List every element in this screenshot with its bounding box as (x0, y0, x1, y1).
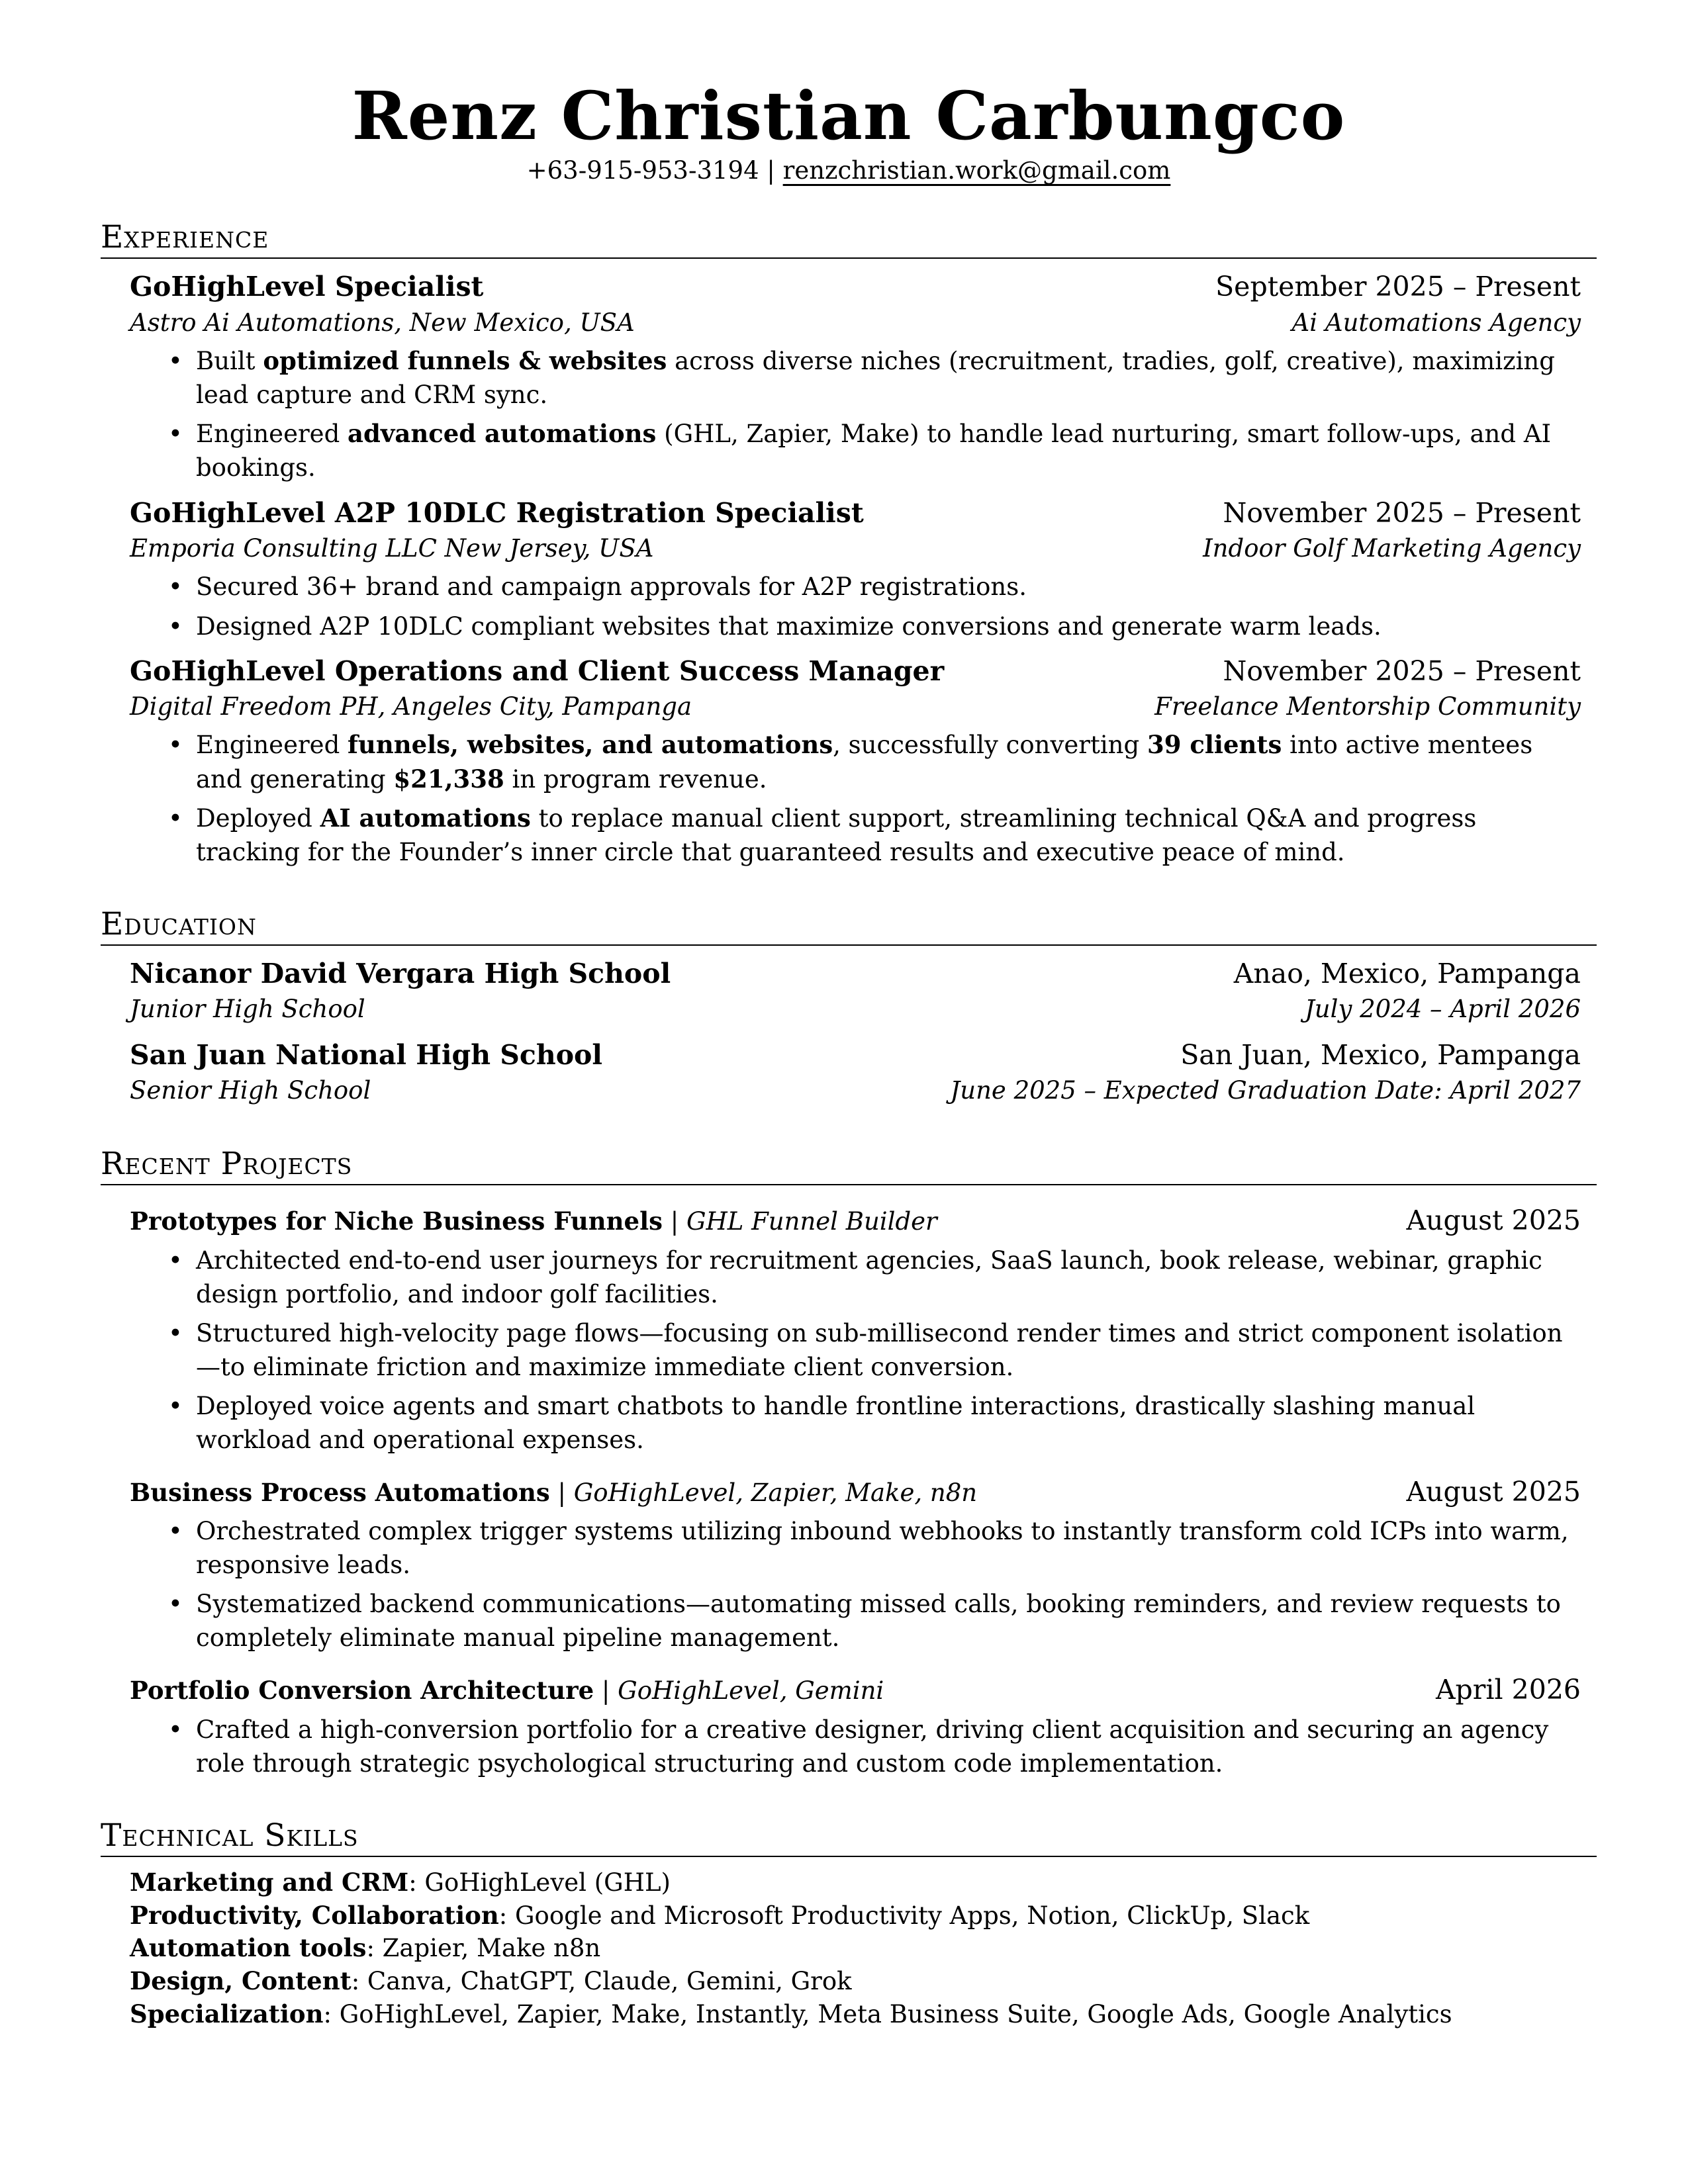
skill-row (130, 1998, 1597, 2031)
bullet-item (130, 344, 1581, 412)
bullet-text: Designed A2P 10DLC compliant websites that maximize conversions and generate warm leads. (196, 612, 1382, 641)
bullet-text: Built (196, 347, 263, 376)
project-separator: | (601, 1676, 610, 1706)
job-title: GoHighLevel Operations and Client Success Manager (130, 655, 945, 687)
project-separator: | (670, 1207, 679, 1236)
job-dates: September 2025 – Present (1215, 271, 1581, 303)
job-type: Indoor Golf Marketing Agency (1203, 533, 1581, 563)
bullet-item (130, 1244, 1581, 1311)
bullet-text: Deployed voice agents and smart chatbots to handle frontline interactions, drastically slashing manual workload and operational expenses. (196, 1391, 1476, 1454)
bullet-text: Architected end-to-end user journeys for recruitment agencies, SaaS launch, book release, webinar, graphic design portfolio, and indoor golf facilities. (196, 1246, 1542, 1308)
bullet-emphasis: $21,338 (393, 764, 504, 794)
experience-list (130, 269, 1581, 868)
section-title-projects: Recent Projects (101, 1146, 1597, 1185)
job-title: GoHighLevel Specialist (130, 271, 484, 303)
skill-label: Specialization (130, 1999, 324, 2028)
bullet-text: , successfully converting (833, 731, 1147, 760)
bullet-item (130, 1316, 1581, 1384)
education-item (130, 1038, 1581, 1109)
bullet-text: Engineered (196, 420, 348, 449)
skill-label: Productivity, Collaboration (130, 1900, 499, 1930)
section-title-experience: Experience (101, 219, 1597, 259)
bullet-item (130, 570, 1581, 604)
bullet-emphasis: funnels, websites, and automations (348, 730, 833, 760)
school-location: Anao, Mexico, Pampanga (1233, 958, 1581, 990)
bullet-emphasis: AI automations (320, 803, 531, 833)
school-level: Junior High School (130, 995, 365, 1024)
resume-page (101, 79, 1597, 2030)
bullet-text: Deployed (196, 803, 320, 833)
project-item (130, 1672, 1581, 1780)
experience-item (130, 496, 1581, 643)
job-dates: November 2025 – Present (1223, 655, 1581, 687)
bullet-text: Structured high-velocity page flows—focusing on sub-millisecond render times and strict component isolation—to eliminate friction and maximize immediate client conversion. (196, 1318, 1563, 1381)
project-item (130, 1474, 1581, 1655)
school-dates: June 2025 – Expected Graduation Date: April 2027 (950, 1076, 1581, 1105)
skill-row (130, 1932, 1597, 1965)
bullet-text: across diverse niches (recruitment, tradies, golf, creative), maximizing lead capture and CRM sync. (196, 347, 1555, 410)
bullet-emphasis: optimized funnels & websites (263, 346, 667, 376)
skill-label: Automation tools (130, 1933, 367, 1963)
bullet-item (130, 1713, 1581, 1780)
project-title: Business Process Automations (130, 1477, 550, 1507)
bullet-list (130, 570, 1581, 643)
experience-item (130, 269, 1581, 484)
school-location: San Juan, Mexico, Pampanga (1180, 1039, 1581, 1071)
bullet-list (130, 1514, 1581, 1655)
project-tech: GoHighLevel, Gemini (618, 1676, 884, 1706)
bullet-text: Crafted a high-conversion portfolio for a creative designer, driving client acquisition and securing an agency role through strategic psychological structuring and custom code implementation. (196, 1715, 1549, 1778)
job-company: Emporia Consulting LLC New Jersey, USA (130, 533, 654, 563)
job-type: Ai Automations Agency (1291, 308, 1581, 337)
bullet-item (130, 728, 1581, 796)
candidate-name: Renz Christian Carbungco (352, 77, 1346, 155)
project-title: Portfolio Conversion Architecture (130, 1676, 594, 1706)
bullet-list (130, 1713, 1581, 1780)
skill-value: : Canva, ChatGPT, Claude, Gemini, Grok (351, 1967, 852, 1996)
skill-value: : Zapier, Make n8n (366, 1934, 601, 1963)
bullet-text: Systematized backend communications—automating missed calls, booking reminders, and review requests to completely eliminate manual pipeline management. (196, 1590, 1561, 1653)
section-title-skills: Technical Skills (101, 1817, 1597, 1857)
bullet-text: Orchestrated complex trigger systems utilizing inbound webhooks to instantly transform cold ICPs into warm, responsive leads. (196, 1517, 1569, 1580)
skill-row (130, 1866, 1597, 1899)
job-title: GoHighLevel A2P 10DLC Registration Specialist (130, 496, 864, 529)
education-list (130, 956, 1581, 1109)
job-company: Digital Freedom PH, Angeles City, Pampanga (130, 692, 692, 721)
bullet-text: in program revenue. (504, 764, 767, 794)
school-name: San Juan National High School (130, 1039, 602, 1071)
project-tech: GoHighLevel, Zapier, Make, n8n (573, 1478, 978, 1507)
bullet-list (130, 728, 1581, 868)
bullet-text: Engineered (196, 731, 348, 760)
school-level: Senior High School (130, 1076, 371, 1105)
skill-label: Design, Content (130, 1966, 352, 1996)
skill-label: Marketing and CRM (130, 1868, 409, 1897)
school-name: Nicanor David Vergara High School (130, 958, 671, 990)
bullet-text: into active mentees and generating (196, 731, 1533, 794)
bullet-emphasis: 39 clients (1147, 730, 1282, 760)
school-dates: July 2024 – April 2026 (1304, 995, 1581, 1024)
project-list (130, 1203, 1581, 1780)
phone-number: +63-915-953-3194 (526, 156, 759, 185)
project-item (130, 1203, 1581, 1457)
bullet-list (130, 1244, 1581, 1457)
project-tech: GHL Funnel Builder (686, 1207, 937, 1236)
education-item (130, 956, 1581, 1027)
bullet-text: Secured 36+ brand and campaign approvals for A2P registrations. (196, 572, 1027, 602)
project-date: August 2025 (1406, 1205, 1581, 1237)
bullet-item (130, 1587, 1581, 1655)
bullet-item (130, 417, 1581, 484)
skill-row (130, 1899, 1597, 1933)
bullet-text: to replace manual client support, streamlining technical Q&A and progress tracking for the Founder’s inner circle that guaranteed results and executive peace of mind. (196, 803, 1477, 866)
experience-item (130, 654, 1581, 869)
skill-value: : GoHighLevel (GHL) (408, 1868, 671, 1897)
bullet-item (130, 801, 1581, 869)
job-type: Freelance Mentorship Community (1154, 692, 1581, 721)
skill-value: : Google and Microsoft Productivity Apps, Notion, ClickUp, Slack (498, 1901, 1310, 1930)
project-date: April 2026 (1435, 1674, 1581, 1706)
section-title-education: Education (101, 906, 1597, 946)
project-date: August 2025 (1406, 1475, 1581, 1508)
skills-list (130, 1866, 1597, 2030)
email-link[interactable]: renzchristian.work@gmail.com (782, 156, 1171, 185)
project-title: Prototypes for Niche Business Funnels (130, 1206, 663, 1236)
bullet-item (130, 1389, 1581, 1457)
contact-line (101, 156, 1597, 185)
bullet-emphasis: advanced automations (348, 419, 657, 449)
job-company: Astro Ai Automations, New Mexico, USA (130, 308, 635, 337)
skill-row (130, 1965, 1597, 1998)
bullet-item (130, 1514, 1581, 1582)
bullet-list (130, 344, 1581, 484)
skill-value: : GoHighLevel, Zapier, Make, Instantly, Meta Business Suite, Google Ads, Google Analytics (323, 1999, 1452, 2028)
bullet-item (130, 610, 1581, 643)
project-separator: | (557, 1478, 566, 1507)
bullet-text: (GHL, Zapier, Make) to handle lead nurturing, smart follow-ups, and AI bookings. (196, 420, 1552, 482)
contact-separator: | (767, 156, 775, 185)
job-dates: November 2025 – Present (1223, 496, 1581, 529)
